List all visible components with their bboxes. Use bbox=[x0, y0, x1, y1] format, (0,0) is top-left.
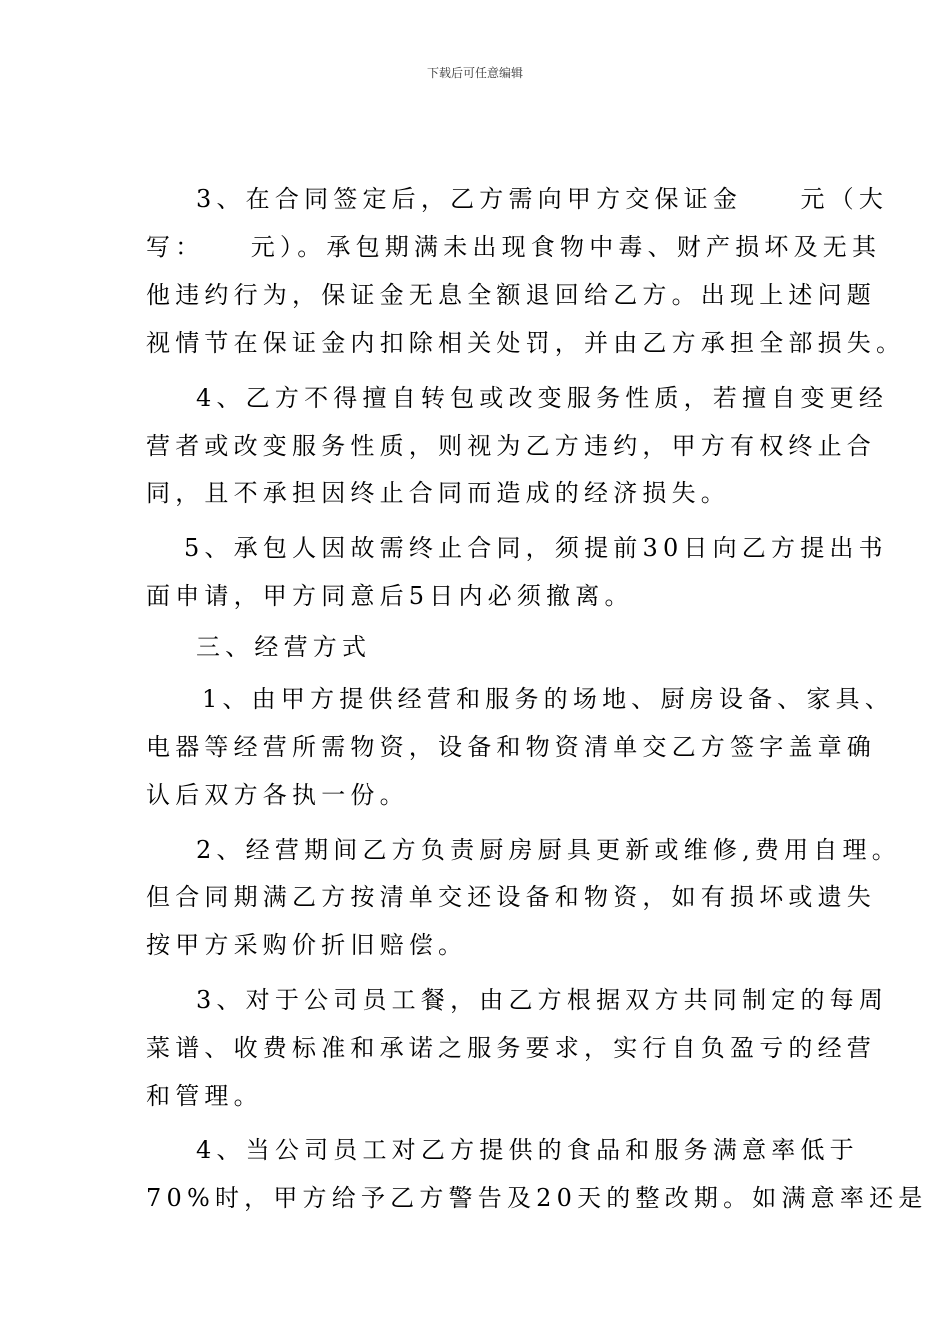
paragraph-line: 电器等经营所需物资，设备和物资清单交乙方签字盖章确 bbox=[146, 733, 876, 761]
section-heading: 三、经营方式 bbox=[196, 633, 372, 661]
paragraph-line: 面申请，甲方同意后5日内必须撤离。 bbox=[146, 582, 634, 610]
paragraph-line: 按甲方采购价折旧赔偿。 bbox=[146, 931, 468, 959]
paragraph-line: 但合同期满乙方按清单交还设备和物资，如有损坏或遗失 bbox=[146, 883, 876, 911]
paragraph-line: 4、当公司员工对乙方提供的食品和服务满意率低于 bbox=[196, 1136, 859, 1164]
paragraph-line: 1、由甲方提供经营和服务的场地、厨房设备、家具、 bbox=[202, 685, 895, 713]
paragraph-line: 3、对于公司员工餐，由乙方根据双方共同制定的每周 bbox=[196, 986, 889, 1014]
paragraph-line: 他违约行为，保证金无息全额退回给乙方。出现上述问题 bbox=[146, 281, 876, 309]
paragraph-line: 5、承包人因故需终止合同，须提前30日向乙方提出书 bbox=[184, 534, 888, 562]
paragraph-line: 菜谱、收费标准和承诺之服务要求，实行自负盈亏的经营 bbox=[146, 1034, 876, 1062]
paragraph-line: 认后双方各执一份。 bbox=[146, 781, 409, 809]
paragraph-line: 70%时，甲方给予乙方警告及20天的整改期。如满意率还是 bbox=[146, 1184, 928, 1212]
paragraph-line: 3、在合同签定后，乙方需向甲方交保证金 元（大 bbox=[196, 185, 889, 213]
paragraph-line: 视情节在保证金内扣除相关处罚，并由乙方承担全部损失。 bbox=[146, 329, 906, 357]
paragraph-line: 和管理。 bbox=[146, 1082, 263, 1110]
paragraph-line: 写： 元）。承包期满未出现食物中毒、财产损坏及无其 bbox=[146, 233, 882, 261]
paragraph-line: 同，且不承担因终止合同而造成的经济损失。 bbox=[146, 479, 730, 507]
paragraph-line: 2、经营期间乙方负责厨房厨具更新或维修,费用自理。 bbox=[196, 836, 901, 864]
paragraph-line: 4、乙方不得擅自转包或改变服务性质，若擅自变更经 bbox=[196, 384, 889, 412]
page-header: 下载后可任意编辑 bbox=[426, 66, 523, 80]
paragraph-line: 营者或改变服务性质，则视为乙方违约，甲方有权终止合 bbox=[146, 432, 876, 460]
